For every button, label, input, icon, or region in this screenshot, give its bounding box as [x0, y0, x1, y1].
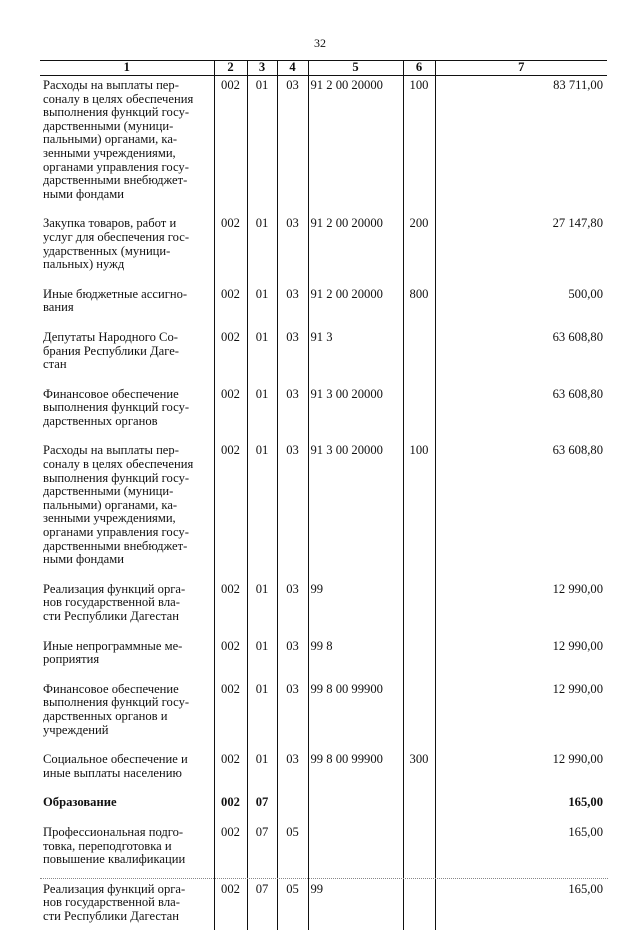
cell-ministry-code: 002 [214, 385, 247, 442]
cell-expense-type [403, 793, 435, 823]
budget-table [40, 60, 607, 930]
cell-subsection-code: 03 [277, 637, 308, 680]
cell-target-article: 99 [308, 880, 403, 930]
cell-ministry-code: 002 [214, 793, 247, 823]
cell-ministry-code: 002 [214, 750, 247, 793]
cell-subsection-code: 03 [277, 680, 308, 750]
cell-target-article: 91 3 00 20000 [308, 385, 403, 442]
cell-amount: 63 608,80 [435, 441, 607, 579]
cell-amount: 83 711,00 [435, 76, 607, 215]
cell-name: Образование [43, 795, 117, 810]
table-row [40, 76, 607, 215]
table-row [40, 823, 607, 880]
cell-expense-type: 200 [403, 214, 435, 284]
cell-target-article: 91 2 00 20000 [308, 76, 403, 215]
cell-subsection-code [277, 793, 308, 823]
cell-amount: 63 608,80 [435, 385, 607, 442]
table-row [40, 441, 607, 579]
cell-amount: 165,00 [435, 880, 607, 930]
cell-target-article [308, 793, 403, 823]
cell-section-code: 07 [247, 823, 277, 880]
cell-subsection-code: 03 [277, 580, 308, 637]
header-col-3: 3 [247, 61, 277, 76]
cell-subsection-code: 03 [277, 214, 308, 284]
cell-amount: 63 608,80 [435, 328, 607, 385]
cell-amount: 165,00 [435, 793, 607, 823]
cell-expense-type [403, 823, 435, 880]
cell-name: Депутаты Народного Со- брания Республики Даге- стан [43, 329, 180, 372]
table-row [40, 750, 607, 793]
cell-subsection-code: 03 [277, 76, 308, 215]
header-col-5: 5 [308, 61, 403, 76]
table-body [40, 76, 607, 930]
table-row [40, 680, 607, 750]
cell-target-article: 99 8 00 99900 [308, 680, 403, 750]
header-col-4: 4 [277, 61, 308, 76]
table-row [40, 385, 607, 442]
cell-name: Профессиональная подго- товка, переподготовка и повышение квалификации [43, 824, 186, 867]
cell-ministry-code: 002 [214, 76, 247, 215]
cell-amount: 12 990,00 [435, 580, 607, 637]
cell-expense-type [403, 637, 435, 680]
cell-name: Реализация функций орга- нов государственной вла- сти Республики Дагестан [43, 881, 186, 923]
cell-subsection-code: 03 [277, 285, 308, 328]
cell-ministry-code: 002 [214, 637, 247, 680]
cell-section-code: 01 [247, 637, 277, 680]
header-col-7: 7 [435, 61, 607, 76]
cell-target-article: 91 2 00 20000 [308, 214, 403, 284]
header-col-6: 6 [403, 61, 435, 76]
cell-ministry-code: 002 [214, 880, 247, 930]
page-bottom-rule [40, 878, 608, 879]
cell-amount: 165,00 [435, 823, 607, 880]
cell-name: Финансовое обеспечение выполнения функций госу- дарственных органов и учреждений [43, 681, 190, 737]
cell-ministry-code: 002 [214, 285, 247, 328]
cell-amount: 27 147,80 [435, 214, 607, 284]
cell-subsection-code: 05 [277, 880, 308, 930]
table-header-row [40, 61, 607, 76]
cell-ministry-code: 002 [214, 441, 247, 579]
cell-name: Иные непрограммные ме- роприятия [43, 638, 183, 667]
cell-section-code: 01 [247, 385, 277, 442]
cell-name: Социальное обеспечение и иные выплаты населению [43, 752, 188, 780]
cell-expense-type: 300 [403, 750, 435, 793]
cell-target-article: 91 2 00 20000 [308, 285, 403, 328]
table-row [40, 214, 607, 284]
cell-amount: 12 990,00 [435, 680, 607, 750]
header-col-1: 1 [40, 61, 214, 76]
cell-target-article: 99 8 00 99900 [308, 750, 403, 793]
cell-subsection-code: 03 [277, 385, 308, 442]
cell-section-code: 01 [247, 441, 277, 579]
cell-target-article: 91 3 [308, 328, 403, 385]
cell-section-code: 07 [247, 880, 277, 930]
page-number: 32 [314, 36, 326, 50]
table-row [40, 285, 607, 328]
cell-section-code: 01 [247, 328, 277, 385]
cell-amount: 12 990,00 [435, 637, 607, 680]
cell-subsection-code: 05 [277, 823, 308, 880]
cell-subsection-code: 03 [277, 750, 308, 793]
cell-target-article: 91 3 00 20000 [308, 441, 403, 579]
cell-name: Закупка товаров, работ и услуг для обеспечения гос- ударственных (муници- пальных) нужд [43, 216, 190, 272]
cell-amount: 12 990,00 [435, 750, 607, 793]
cell-subsection-code: 03 [277, 328, 308, 385]
cell-amount: 500,00 [435, 285, 607, 328]
cell-ministry-code: 002 [214, 823, 247, 880]
table-row [40, 580, 607, 637]
cell-name: Расходы на выплаты пер- соналу в целях обеспечения выполнения функций госу- дарственными (муници- пальными) органами, ка- зенными учреждениями, органами управления госу- дарственными внебюджет- ными фондами [43, 443, 194, 567]
cell-section-code: 01 [247, 285, 277, 328]
cell-expense-type [403, 680, 435, 750]
cell-section-code: 01 [247, 680, 277, 750]
cell-expense-type [403, 580, 435, 637]
cell-ministry-code: 002 [214, 214, 247, 284]
cell-ministry-code: 002 [214, 580, 247, 637]
table-row [40, 637, 607, 680]
table-row [40, 328, 607, 385]
cell-expense-type: 100 [403, 441, 435, 579]
cell-expense-type: 800 [403, 285, 435, 328]
cell-target-article [308, 823, 403, 880]
cell-expense-type [403, 328, 435, 385]
table-row [40, 793, 607, 823]
cell-ministry-code: 002 [214, 328, 247, 385]
cell-name: Финансовое обеспечение выполнения функций госу- дарственных органов [43, 386, 190, 428]
cell-subsection-code: 03 [277, 441, 308, 579]
cell-name: Иные бюджетные ассигно- вания [43, 286, 188, 315]
cell-name: Расходы на выплаты пер- соналу в целях обеспечения выполнения функций госу- дарственными (муници- пальными) органами, ка- зенными учреждениями, органами управления госу- дарственными внебюджет- ными фондами [43, 78, 194, 201]
cell-ministry-code: 002 [214, 680, 247, 750]
cell-section-code: 01 [247, 214, 277, 284]
header-col-2: 2 [214, 61, 247, 76]
cell-target-article: 99 8 [308, 637, 403, 680]
cell-section-code: 07 [247, 793, 277, 823]
cell-section-code: 01 [247, 580, 277, 637]
cell-name: Реализация функций орга- нов государственной вла- сти Республики Дагестан [43, 581, 186, 623]
cell-section-code: 01 [247, 750, 277, 793]
cell-section-code: 01 [247, 76, 277, 215]
cell-expense-type [403, 385, 435, 442]
cell-expense-type: 100 [403, 76, 435, 215]
cell-target-article: 99 [308, 580, 403, 637]
